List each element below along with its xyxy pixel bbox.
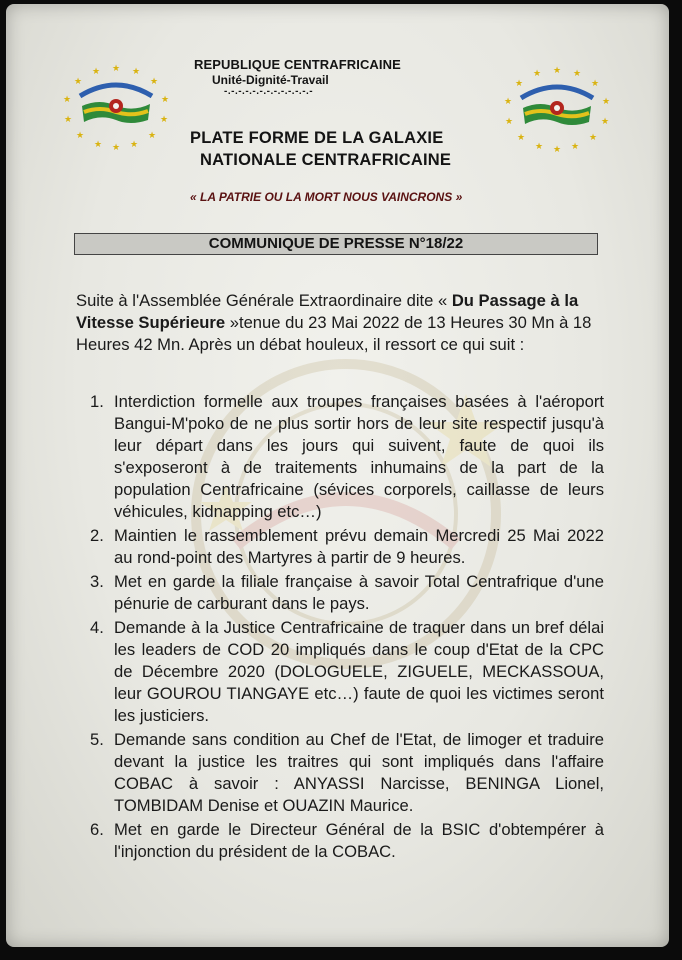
svg-text:★: ★ (73, 76, 83, 86)
intro-text-part2: »tenue du 23 Mai 2022 de 13 Heures 30 Mn à 18 Heures 42 Mn. Après un débat houleux, il ressort ce qui suit : (76, 313, 592, 354)
document-page (6, 4, 669, 947)
item-text: Met en garde la filiale française à savoir Total Centrafrique d'une pénurie de carburant dans le pays. (114, 572, 604, 613)
item-number: 4. (90, 618, 104, 637)
svg-text:★: ★ (147, 130, 157, 140)
svg-text:★: ★ (93, 139, 103, 149)
svg-text:★: ★ (552, 144, 562, 152)
svg-text:★: ★ (601, 96, 611, 106)
item-text: Met en garde le Directeur Général de la BSIC d'obtempérer à l'injonction du président de la COBAC. (114, 820, 604, 861)
svg-text:★: ★ (131, 66, 141, 76)
header-separator: -.-.-.-.-.-.-.-.-.-.-.-.- (224, 86, 314, 97)
svg-text:★: ★ (514, 78, 524, 88)
svg-text:★: ★ (504, 116, 514, 126)
svg-text:★: ★ (159, 114, 169, 124)
svg-text:★: ★ (75, 130, 85, 140)
list-item (90, 525, 604, 569)
svg-text:★: ★ (588, 132, 598, 142)
list-item (90, 617, 604, 727)
svg-text:★: ★ (160, 94, 170, 104)
list-item (90, 571, 604, 615)
item-text: Interdiction formelle aux troupes françaises basées à l'aéroport Bangui-M'poko de ne plus sortir hors de leur site respectif jusqu'à leur départ dans les jours qui suivent, faute de quoi ils s'exposeront à de traitements inhumains de la part de la population Centrafricaine (sévices corporels, caillasse de leurs véhicules, kidnapping etc…) (114, 392, 604, 521)
galaxie-emblem-icon (60, 62, 172, 150)
svg-text:★: ★ (590, 78, 600, 88)
intro-paragraph (76, 290, 604, 356)
assembly-name: Du Passage à la Vitesse Supérieure (76, 291, 579, 332)
svg-text:★: ★ (532, 68, 542, 78)
svg-text:★: ★ (149, 76, 159, 86)
item-number: 1. (90, 392, 104, 411)
item-number: 5. (90, 730, 104, 749)
resolutions-list (90, 391, 604, 865)
slogan: « LA PATRIE OU LA MORT NOUS VAINCRONS » (190, 190, 463, 204)
svg-text:★: ★ (63, 114, 73, 124)
item-text: Demande à la Justice Centrafricaine de traquer dans un bref délai les leaders de COD 20 impliqués dans le coup d'Etat de la CPC de Décembre 2020 (DOLOGUELE, ZIGUELE, MECKASSOUA, leur GOUROU TIANGAYE etc…) faute de quoi les victimes seront les justiciers. (114, 618, 604, 725)
svg-text:★: ★ (111, 142, 121, 150)
svg-text:★: ★ (600, 116, 610, 126)
national-motto: Unité-Dignité-Travail (212, 73, 329, 87)
svg-text:★: ★ (552, 65, 562, 75)
list-item (90, 819, 604, 863)
svg-text:★: ★ (129, 139, 139, 149)
press-release-title: COMMUNIQUE DE PRESSE N°18/22 (74, 233, 598, 255)
item-text: Demande sans condition au Chef de l'Etat, de limoger et traduire devant la justice les traitres qui sont impliqués dans l'affaire COBAC à savoir : ANYASSI Narcisse, BENINGA Lionel, TOMBIDAM Denise et OUAZIN Maurice. (114, 730, 604, 815)
item-number: 2. (90, 526, 104, 545)
svg-text:★: ★ (534, 141, 544, 151)
svg-text:★: ★ (572, 68, 582, 78)
item-number: 3. (90, 572, 104, 591)
organization-name-line2: NATIONALE CENTRAFRICAINE (200, 151, 452, 169)
item-text: Maintien le rassemblement prévu demain Mercredi 25 Mai 2022 au rond-point des Martyres à partir de 9 heures. (114, 526, 604, 567)
country-name: REPUBLIQUE CENTRAFRICAINE (194, 57, 401, 72)
list-item (90, 729, 604, 817)
svg-text:★: ★ (111, 63, 121, 73)
svg-text:★: ★ (503, 96, 513, 106)
organization-name-line1: PLATE FORME DE LA GALAXIE (190, 129, 444, 147)
svg-text:★: ★ (62, 94, 72, 104)
list-item (90, 391, 604, 523)
svg-text:★: ★ (516, 132, 526, 142)
svg-text:★: ★ (570, 141, 580, 151)
svg-text:★: ★ (91, 66, 101, 76)
galaxie-emblem-icon (501, 64, 613, 152)
item-number: 6. (90, 820, 104, 839)
intro-text-part1: Suite à l'Assemblée Générale Extraordinaire dite « (76, 291, 452, 310)
